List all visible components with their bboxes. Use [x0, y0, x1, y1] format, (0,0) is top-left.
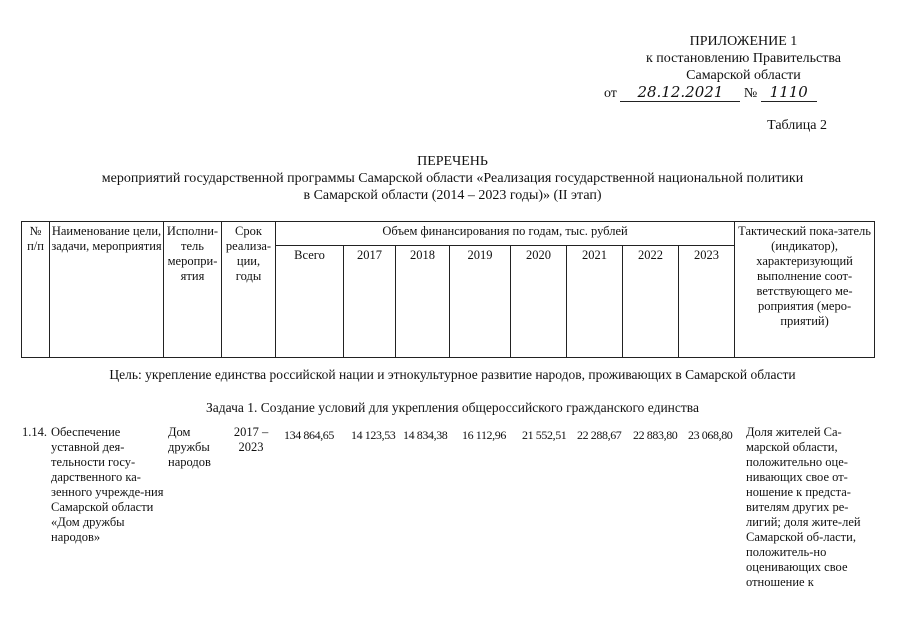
header-year: 2018 — [396, 246, 450, 358]
appendix-region: Самарской области — [686, 68, 801, 83]
header-year: 2021 — [567, 246, 623, 358]
row-executor: Дом дружбы народов — [168, 425, 211, 469]
row-total: 134 864,65 — [284, 428, 335, 442]
row-value-2018: 14 834,38 — [403, 428, 448, 442]
from-label: от — [603, 86, 617, 101]
handwritten-date: 28.12.2021 — [620, 84, 740, 102]
header-total: Всего — [276, 246, 344, 358]
table-label: Таблица 2 — [767, 118, 827, 133]
row-value-2020: 21 552,51 — [522, 428, 567, 442]
row-number: 1.14. — [22, 425, 47, 439]
row-name: Обеспечение уставной дея-тельности госу-дарственного ка-зенного учрежде-ния Самарской области «Дом дружбы народов» — [51, 425, 164, 544]
header-indicator: Тактический пока-затель (индикатор), характеризующий выполнение соот-ветствующего ме-роприятия (меро-приятий) — [735, 222, 875, 358]
header-year: 2020 — [511, 246, 567, 358]
goal-text: Цель: укрепление единства российской нации и этнокультурное развитие народов, проживающих в Самарской области — [109, 367, 796, 382]
handwritten-number: 1110 — [761, 84, 817, 102]
row-period: 2017 – 2023 — [233, 425, 269, 454]
header-period: Срок реализа-ции, годы — [222, 222, 276, 358]
row-value-2019: 16 112,96 — [462, 428, 506, 442]
title-line-1: ПЕРЕЧЕНЬ — [417, 154, 488, 169]
header-name: Наименование цели, задачи, мероприятия — [50, 222, 164, 358]
title-line-3: в Самарской области (2014 – 2023 годы)» (II этап) — [303, 188, 602, 203]
header-year: 2019 — [450, 246, 511, 358]
row-value-2017: 14 123,53 — [351, 428, 396, 442]
header-year: 2022 — [623, 246, 679, 358]
header-year: 2017 — [344, 246, 396, 358]
row-value-2023: 23 068,80 — [688, 428, 733, 442]
number-label: № — [743, 86, 758, 101]
task-text: Задача 1. Создание условий для укрепления общероссийского гражданского единства — [206, 400, 699, 415]
header-executor: Исполни-тель меропри-ятия — [164, 222, 222, 358]
appendix-resolution: к постановлению Правительства — [645, 51, 841, 66]
appendix-header — [603, 33, 841, 102]
document-title — [0, 153, 905, 204]
row-indicator: Доля жителей Са-марской области, положительно оце-нивающих свое от-ношение к предста-вителям других ре-лигий; доля жите-лей Самарской об-ласти, положитель-но оценивающих свое отношение к — [746, 425, 861, 589]
header-funding: Объем финансирования по годам, тыс. рублей — [276, 222, 735, 246]
appendix-signature-line — [604, 84, 841, 102]
appendix-title: ПРИЛОЖЕНИЕ 1 — [689, 34, 798, 49]
header-table — [21, 221, 875, 358]
header-no: № п/п — [22, 222, 50, 358]
header-year: 2023 — [679, 246, 735, 358]
title-line-2: мероприятий государственной программы Самарской области «Реализация государственной национальной политики — [101, 171, 804, 186]
row-value-2022: 22 883,80 — [633, 428, 678, 442]
row-value-2021: 22 288,67 — [577, 428, 622, 442]
